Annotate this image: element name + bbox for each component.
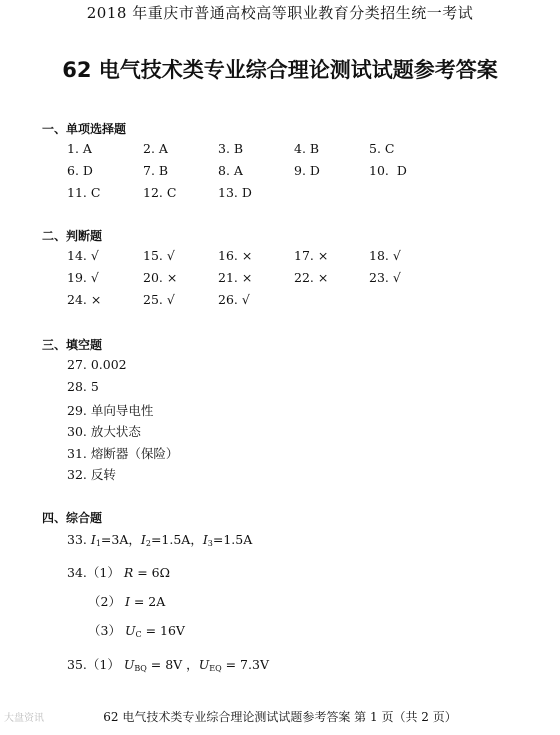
page-title: 62 电气技术类专业综合理论测试试题参考答案: [62, 58, 498, 82]
answer-item: 32. 反转: [67, 467, 116, 482]
section-title-fill-blank: 三、填空题: [42, 338, 103, 352]
answer-item: 7. B: [143, 163, 169, 178]
answer-item: 6. D: [67, 163, 93, 178]
answer-item: 4. B: [294, 141, 320, 156]
answer-item: 27. 0.002: [67, 357, 127, 372]
answer-item-q33: 33. $I_1=3A$，$I_2=1.5A$，$I_3=1.5A$: [67, 532, 253, 548]
answer-item: 2. A: [143, 141, 168, 156]
answer-item-q34-2: （2） I = 2A: [88, 594, 166, 609]
answer-row: [0, 163, 560, 183]
section-title-true-false: 二、判断题: [42, 229, 103, 243]
answer-item: 25. √: [143, 292, 175, 307]
answer-item: 14. √: [67, 248, 99, 263]
answer-row: [0, 248, 560, 268]
answer-item: 8. A: [218, 163, 243, 178]
answer-item: 24. ×: [67, 292, 102, 307]
answer-item: 5. C: [369, 141, 395, 156]
answer-item: 29. 单向导电性: [67, 403, 154, 418]
page-footer: 62 电气技术类专业综合理论测试试题参考答案 第 1 页（共 2 页）: [103, 710, 457, 724]
answer-item: 30. 放大状态: [67, 424, 141, 439]
section-title-multiple-choice: 一、单项选择题: [42, 122, 127, 136]
answer-item: 31. 熔断器（保险）: [67, 446, 179, 461]
answer-item: 9. D: [294, 163, 320, 178]
answer-item: 28. 5: [67, 379, 99, 394]
answer-item: 3. B: [218, 141, 244, 156]
answer-item: 26. √: [218, 292, 250, 307]
answer-item: 12. C: [143, 185, 177, 200]
answer-row: [0, 270, 560, 290]
answer-item: 1. A: [67, 141, 92, 156]
answer-row: [0, 292, 560, 312]
answer-item: 17. ×: [294, 248, 329, 263]
answer-item: 18. √: [369, 248, 401, 263]
answer-item: 11. C: [67, 185, 101, 200]
answer-item: 21. ×: [218, 270, 253, 285]
section-title-comprehensive: 四、综合题: [42, 511, 103, 525]
answer-item: 23. √: [369, 270, 401, 285]
answer-row: [0, 141, 560, 161]
answer-item: 22. ×: [294, 270, 329, 285]
answer-item: 20. ×: [143, 270, 178, 285]
answer-item: 15. √: [143, 248, 175, 263]
answer-item: 19. √: [67, 270, 99, 285]
answer-item: 10. D: [369, 163, 407, 178]
answer-item-q34-3: （3） $U_C = 16V$: [88, 623, 185, 639]
answer-item-q35-1: 35.（1） $U_{BQ} = 8V$ ，$U_{EQ} = 7.3V$: [67, 657, 269, 673]
answer-row: [0, 185, 560, 205]
watermark: 大盘资讯: [4, 713, 44, 724]
answer-item: 13. D: [218, 185, 252, 200]
exam-header: 2018 年重庆市普通高校高等职业教育分类招生统一考试: [86, 4, 474, 22]
answer-item: 16. ×: [218, 248, 253, 263]
answer-item-q34-1: 34.（1） R = 6Ω: [67, 565, 170, 580]
